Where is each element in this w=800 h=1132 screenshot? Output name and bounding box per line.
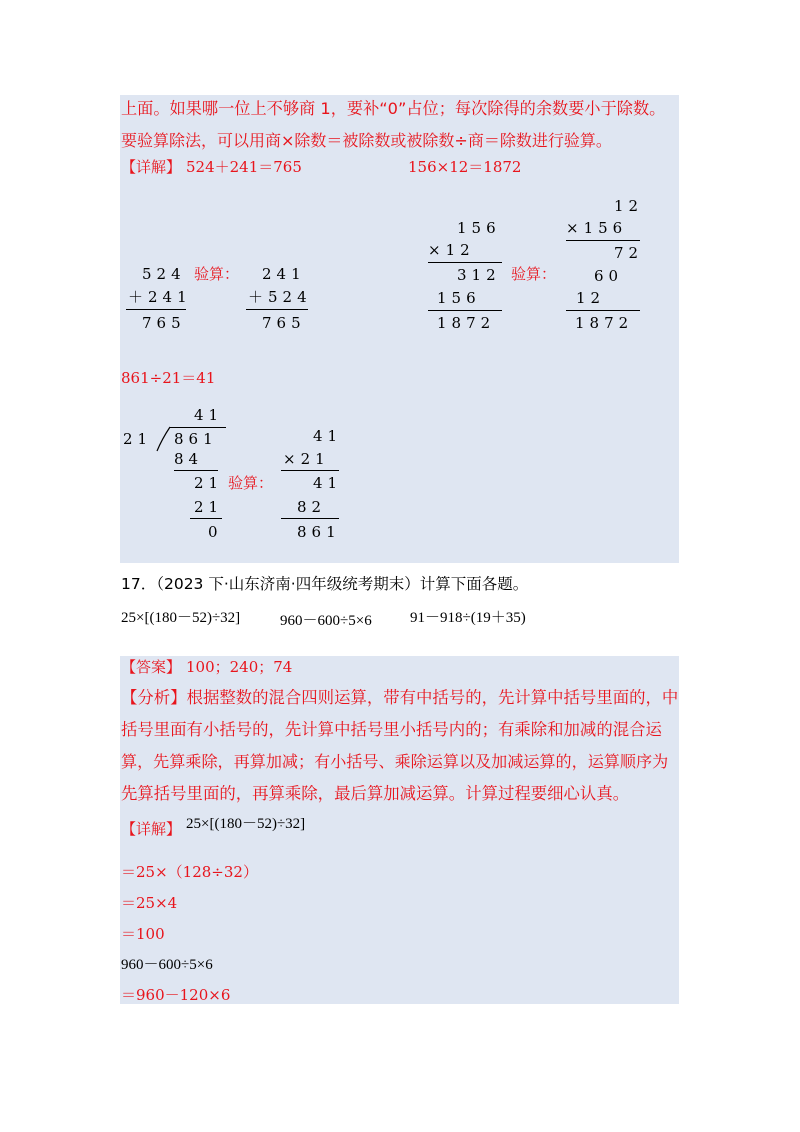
calc-row: ＋241 — [128, 288, 192, 306]
calc-row: 765 — [142, 314, 186, 332]
analysis-text: 根据整数的混合四则运算，带有中括号的，先计算中括号里面的，中 — [186, 688, 679, 707]
step-line: ＝25×4 — [121, 894, 178, 912]
div-divisor: 21 — [123, 430, 153, 448]
calc-row: 0 — [208, 523, 223, 541]
answer-tag: 【答案】 — [121, 658, 182, 676]
detail-expression-2: 960－600÷5×6 — [121, 957, 213, 973]
expression-2: 960－600÷5×6 — [280, 613, 372, 629]
calc-row: 765 — [262, 314, 306, 332]
calc-line — [428, 310, 502, 311]
calc-row: 21 — [194, 498, 224, 516]
calc-row: 72 — [614, 244, 644, 262]
question-text: 17．（2023 下·山东济南·四年级统考期末）计算下面各题。 — [121, 575, 529, 593]
calc-row: 1872 — [575, 314, 634, 332]
calc-line — [566, 310, 640, 311]
expression-1: 25×[(180－52)÷32] — [121, 610, 241, 626]
div-dividend: 861 — [174, 430, 218, 448]
calc-row: 312 — [457, 266, 501, 284]
answer-text: 100；240；74 — [186, 658, 293, 676]
calc-row: ＋524 — [248, 288, 312, 306]
analysis-tag: 【分析】 — [121, 688, 187, 707]
calc-line — [126, 309, 186, 310]
calc-row: 241 — [262, 265, 306, 283]
equation-addition: 524＋241＝765 — [186, 158, 302, 176]
calc-row: 861 — [297, 523, 341, 541]
check-label: 验算： — [511, 265, 557, 283]
calc-row: 21 — [194, 474, 224, 492]
check-label: 验算： — [228, 474, 274, 492]
calc-line — [566, 240, 640, 241]
analysis-line: 先算括号里面的，再算乘除，最后算加减运算。计算过程要细心认真。 — [121, 784, 630, 803]
calc-row: 84 — [174, 450, 204, 468]
calc-row: 41 — [313, 427, 343, 445]
analysis-line — [121, 690, 678, 706]
div-quotient: 41 — [194, 406, 224, 424]
calc-line — [190, 518, 222, 519]
calc-row: 12 — [576, 289, 606, 307]
expression-3: 91－918÷(19＋35) — [410, 610, 526, 626]
calc-line — [246, 309, 308, 310]
text-line: 上面。如果哪一位上不够商 1，要补“0”占位；每次除得的余数要小于除数。 — [121, 99, 666, 118]
detail-expression-1: 25×[(180－52)÷32] — [186, 816, 306, 832]
div-bar — [170, 427, 226, 428]
detail-tag: 【详解】 — [121, 158, 182, 176]
calc-row: 156 — [457, 219, 501, 237]
calc-row: 60 — [594, 267, 624, 285]
calc-line — [174, 470, 218, 471]
calc-row: 1872 — [437, 314, 496, 332]
calc-row: 82 — [297, 498, 327, 516]
analysis-line: 括号里面有小括号的，先计算中括号里小括号内的；有乘除和加减的混合运 — [121, 720, 662, 739]
calc-row: 41 — [313, 474, 343, 492]
calc-row: 12 — [614, 197, 644, 215]
calc-row: 156 — [437, 289, 481, 307]
equation-multiplication: 156×12＝1872 — [408, 158, 522, 176]
calc-row: ×156 — [566, 219, 628, 237]
detail-tag: 【详解】 — [121, 820, 182, 838]
calc-row: ×12 — [428, 241, 475, 259]
analysis-line: 算，先算乘除，再算加减；有小括号、乘除运算以及加减运算的，运算顺序为 — [121, 752, 669, 771]
text-line: 要验算除法，可以用商×除数＝被除数或被除数÷商＝除数进行验算。 — [121, 131, 612, 150]
step-line: ＝960－120×6 — [121, 986, 231, 1004]
step-line: ＝100 — [121, 925, 165, 943]
step-line: ＝25×（128÷32） — [121, 863, 258, 881]
calc-line — [428, 262, 502, 263]
calc-line — [281, 470, 339, 471]
check-label: 验算： — [194, 265, 240, 283]
calc-line — [281, 518, 339, 519]
division-bracket — [156, 426, 172, 452]
equation-division: 861÷21＝41 — [121, 369, 216, 387]
calc-row: 524 — [142, 265, 186, 283]
calc-row: ×21 — [283, 450, 330, 468]
